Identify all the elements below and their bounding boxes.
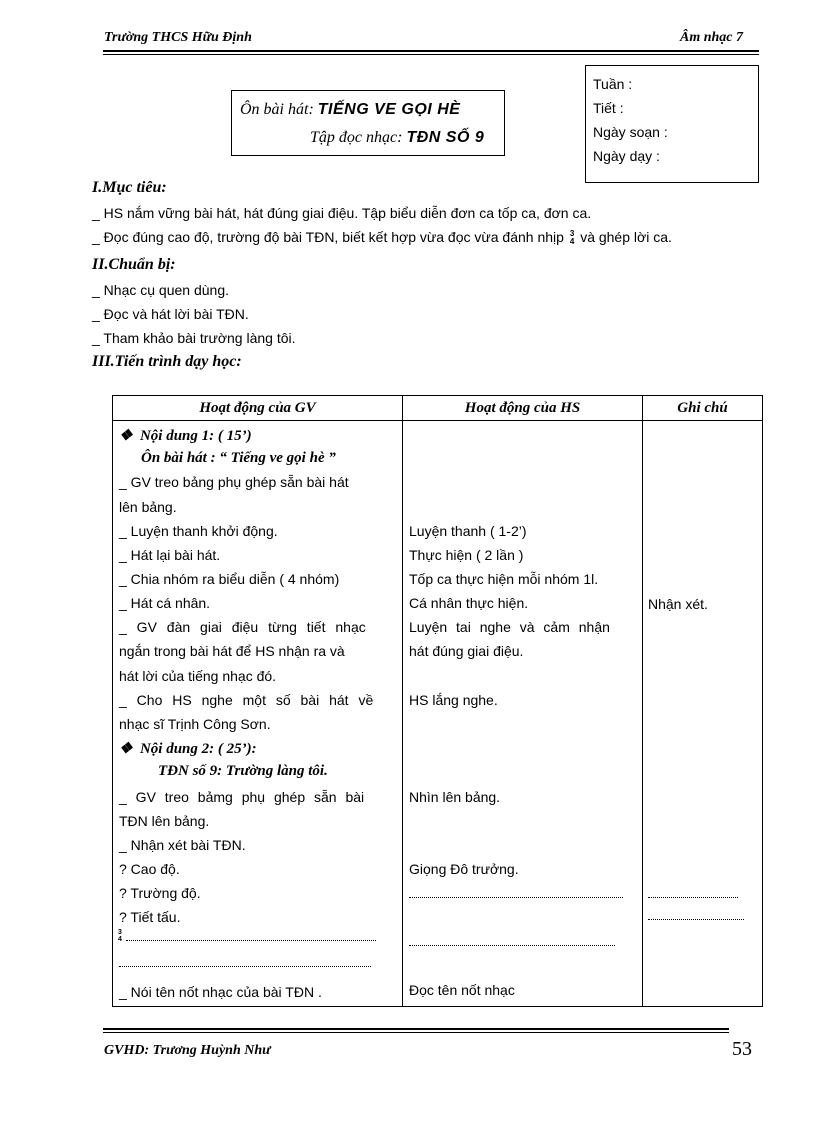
activity-table [112, 395, 763, 1007]
student-row-4: Tốp ca thực hiện mỗi nhóm 1l. [409, 571, 599, 587]
time-sig-top: 3 [569, 229, 575, 239]
footer-rule [103, 1028, 729, 1030]
subject-name: Âm nhạc 7 [680, 30, 744, 45]
teacher-row-6b: ngắn trong bài hát để HS nhận ra và [119, 643, 345, 659]
time-sig-bottom: 4 [569, 237, 575, 247]
title-tdn-name: TĐN SỐ 9 [406, 129, 485, 146]
teacher-row-6c: hát lời của tiếng nhạc đó. [119, 668, 277, 684]
question-duration: ? Trường độ. [119, 885, 201, 901]
student-row-2: Luyện thanh ( 1-2’) [409, 523, 527, 539]
title-song-name: TIẾNG VE GỌI HÈ [317, 101, 461, 118]
student-row-5: Cá nhân thực hiện. [409, 595, 529, 611]
fill-in-dots [648, 896, 738, 898]
student-row-6b: hát đúng giai điệu. [409, 643, 524, 659]
table-time-sig-top: 3 [118, 929, 122, 936]
objective-line-1: _ HS nắm vững bài hát, hát đúng giai điệu. Tập biểu diễn đơn ca tốp ca, đơn ca. [92, 205, 592, 221]
objective-line-2-end: và ghép lời ca. [580, 229, 672, 245]
info-prepared-date: Ngày soạn : [593, 124, 668, 140]
fill-in-dots [648, 918, 744, 920]
header-student: Hoạt động của HS [464, 400, 581, 416]
question-pitch: ? Cao độ. [119, 861, 180, 877]
footer-teacher: GVHD: Trương Huỳnh Như [104, 1043, 271, 1058]
header-rule [103, 50, 759, 52]
preparation-line-1: _ Nhạc cụ quen dùng. [92, 282, 229, 298]
teacher-row-7a: _ Cho HS nghe một số bài hát về [119, 692, 374, 708]
objectives-heading: I.Mục tiêu: [92, 179, 167, 196]
fill-in-dots [126, 939, 376, 941]
student-row-6a: Luyện tai nghe và cảm nhận [409, 619, 610, 635]
content-2-label: Nội dung 2: ( 25’): [139, 741, 257, 757]
title-tdn-prefix: Tập đọc nhạc: [310, 129, 403, 146]
student-row-9: Giọng Đô trưởng. [409, 861, 519, 877]
teacher-row-9: _ Nhận xét bài TĐN. [119, 837, 246, 853]
time-signature [570, 230, 574, 246]
note-row-5: Nhận xét. [648, 596, 708, 612]
table-col-divider-2 [642, 396, 643, 1006]
teacher-row-10: _ Nói tên nốt nhạc của bài TĐN . [119, 984, 322, 1000]
title-line-1 [240, 101, 460, 119]
objective-line-2-text: _ Đọc đúng cao độ, trường độ bài TĐN, biết kết hợp vừa đọc vừa đánh nhịp [92, 229, 564, 245]
fill-in-dots [119, 965, 371, 967]
table-time-signature [118, 929, 122, 943]
student-row-8: Nhìn lên bảng. [409, 789, 501, 805]
diamond-bullet-icon: ❖ [119, 428, 133, 444]
process-heading: III.Tiến trình dạy học: [92, 353, 242, 370]
tdn-title: TĐN số 9: Trường làng tôi. [158, 763, 328, 779]
header-note: Ghi chú [677, 400, 728, 416]
preparation-line-3: _ Tham khảo bài trường làng tôi. [92, 330, 296, 346]
teacher-row-3: _ Hát lại bài hát. [119, 547, 221, 563]
teacher-row-4: _ Chia nhóm ra biểu diễn ( 4 nhóm) [119, 571, 340, 587]
title-song-prefix: Ôn bài hát: [240, 101, 314, 118]
fill-in-dots [409, 896, 623, 898]
fill-in-dots [409, 944, 615, 946]
info-taught-date: Ngày dạy : [593, 148, 660, 164]
teacher-row-5: _ Hát cá nhân. [119, 595, 211, 611]
teacher-row-1a: _ GV treo bảng phụ ghép sẵn bài hát [119, 474, 349, 490]
question-rhythm: ? Tiết tấu. [119, 909, 181, 925]
student-row-10: Đọc tên nốt nhạc [409, 982, 515, 998]
diamond-bullet-icon: ❖ [119, 741, 133, 757]
table-time-sig-bottom: 4 [118, 936, 122, 943]
content-1-heading [119, 426, 252, 445]
info-week: Tuần : [593, 76, 633, 92]
teacher-row-8a: _ GV treo bảmg phụ ghép sẵn bài [119, 789, 365, 805]
teacher-row-2: _ Luyện thanh khởi động. [119, 523, 278, 539]
header-teacher: Hoạt động của GV [199, 400, 316, 416]
preparation-heading: II.Chuẩn bị: [92, 256, 176, 273]
student-row-7: HS lắng nghe. [409, 692, 498, 708]
table-col-divider-1 [402, 396, 403, 1006]
teacher-row-8b: TĐN lên bảng. [119, 813, 210, 829]
lesson-info-box [585, 65, 759, 183]
objective-line-2 [92, 229, 672, 246]
teacher-row-6a: _ GV đàn giai điệu từng tiết nhạc [119, 619, 366, 635]
teacher-row-7b: nhạc sĩ Trịnh Công Sơn. [119, 716, 271, 732]
content-1-label: Nội dung 1: ( 15’) [139, 428, 252, 444]
table-header-divider [113, 420, 762, 421]
info-period: Tiết : [593, 100, 624, 116]
header-rule-thin [103, 54, 759, 55]
title-line-2 [310, 129, 484, 147]
content-2-heading [119, 739, 257, 758]
school-name: Trường THCS Hữu Định [104, 30, 252, 45]
footer-rule-thin [103, 1032, 729, 1033]
teacher-row-1b: lên bảng. [119, 499, 177, 515]
preparation-line-2: _ Đọc và hát lời bài TĐN. [92, 306, 249, 322]
page-number: 53 [732, 1038, 752, 1060]
lesson-title-box [231, 90, 505, 156]
review-song-label: Ôn bài hát : “ Tiếng ve gọi hè ” [141, 450, 336, 466]
student-row-3: Thực hiện ( 2 lần ) [409, 547, 524, 563]
